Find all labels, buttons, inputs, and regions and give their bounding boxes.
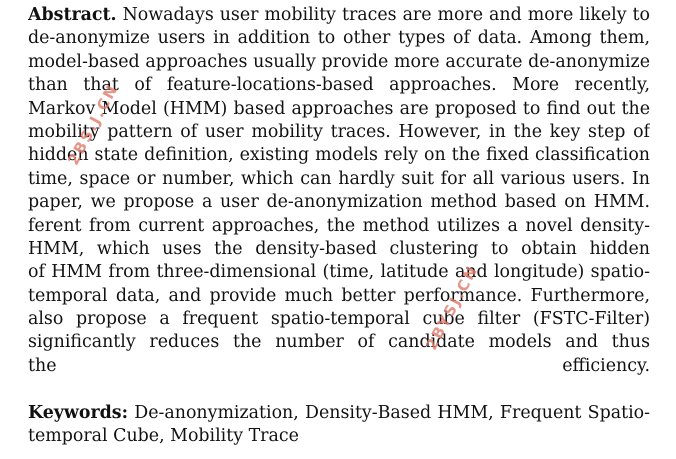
abstract-line: model-based approaches usually provide more accurate de-anonymize	[28, 51, 650, 72]
abstract-line: Markov Model (HMM) based approaches are proposed to find out the	[28, 98, 650, 119]
keywords-line	[28, 402, 650, 425]
abstract-line: also propose a frequent spatio-temporal cube filter (FSTC-Filter)	[28, 309, 650, 330]
abstract-line: HMM, which uses the density-based clustering to obtain hidden	[28, 238, 650, 259]
watermark: 2BYSJ.CN	[422, 261, 482, 353]
abstract-line: de-anonymize users in addition to other types of data. Among them,	[28, 28, 650, 49]
abstract-line: mobility pattern of user mobility traces. However, in the key step of	[28, 121, 650, 142]
abstract-line: of HMM from three-dimensional (time, latitude and longitude) spatio-	[28, 262, 650, 283]
abstract-line: ferent from current approaches, the method utilizes a novel density-	[28, 215, 650, 236]
watermark: 2BS.J.CN	[64, 80, 122, 168]
abstract-line: time, space or number, which can hardly suit for all various users. In	[28, 168, 650, 189]
keywords-line: temporal Cube, Mobility Trace	[28, 426, 299, 447]
abstract-heading: Abstract.	[28, 5, 117, 25]
keywords-heading: Keywords:	[28, 403, 129, 423]
abstract-line: paper, we propose a user de-anonymization method based on HMM.	[28, 192, 650, 213]
abstract-line: than that of feature-locations-based approaches. More recently,	[28, 75, 650, 96]
abstract-line: hidden state definition, existing models rely on the fixed classification	[28, 145, 650, 166]
keywords-section	[28, 402, 650, 449]
abstract-line: significantly reduces the number of candidate models and thus	[28, 332, 650, 353]
abstract-line: temporal data, and provide much better performance. Furthermore,	[28, 285, 650, 306]
abstract-line	[28, 4, 650, 27]
keywords-line-text: De-anonymization, Density-Based HMM, Frequent Spatio-	[134, 403, 650, 423]
abstract-line: the efficiency.	[28, 355, 650, 376]
abstract-line-text: Nowadays user mobility traces are more and more likely to	[122, 5, 650, 25]
abstract-section	[28, 4, 650, 378]
